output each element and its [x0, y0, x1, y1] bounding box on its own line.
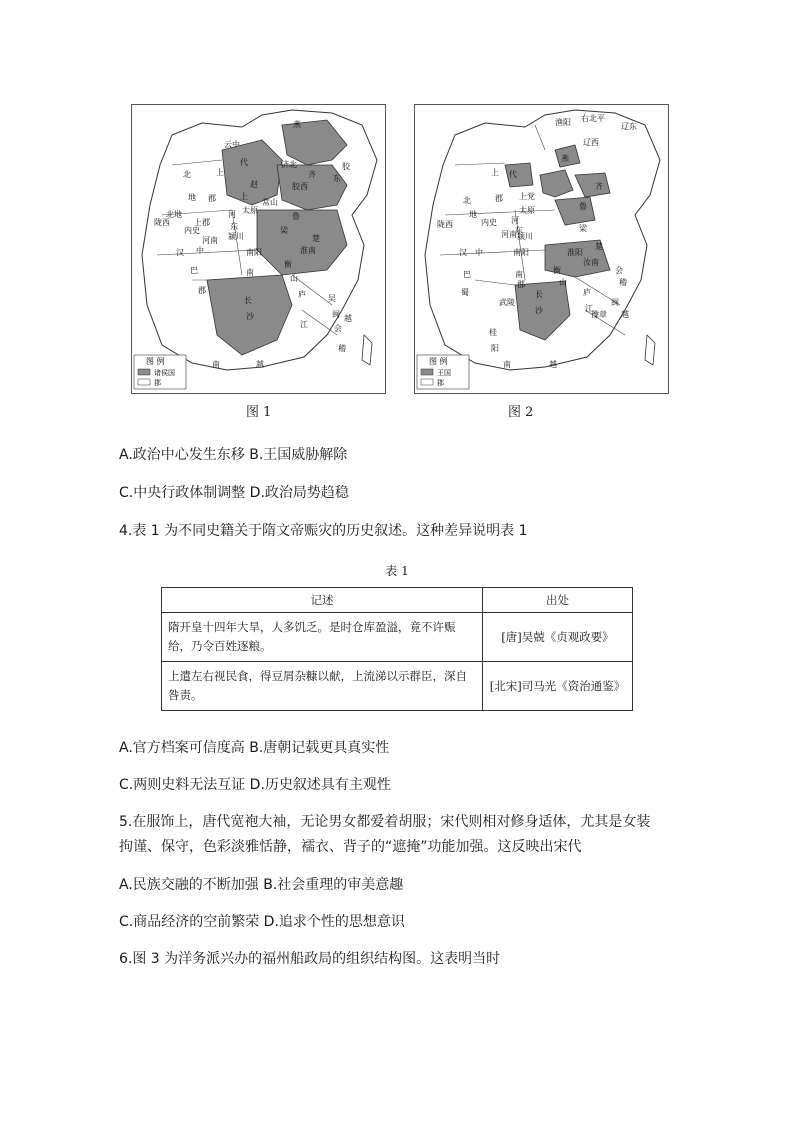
figure-2-caption: 图 2	[508, 405, 534, 420]
map-region-label: 山	[559, 278, 567, 287]
map-region-label: 太原	[519, 206, 535, 215]
map-region-label: 闽	[332, 310, 340, 319]
q3-options-line2: C.中央行政体制调整 D.政治局势趋稳	[119, 485, 349, 501]
map-region-label: 上党	[519, 192, 535, 201]
map-region-label: 上郡	[194, 218, 210, 227]
map-region-label: 上	[240, 192, 248, 201]
map-region-label: 胶	[342, 162, 350, 171]
map-region-label: 南	[246, 268, 254, 277]
map-region-label: 中	[196, 246, 204, 255]
map-region-label: 长	[244, 296, 252, 305]
map-region-label: 陇西	[437, 220, 453, 229]
map-region-label: 内史	[184, 226, 200, 235]
map-region-label: 中	[475, 248, 483, 257]
map-region-label: 右北平	[581, 114, 605, 123]
header-source: 出处	[483, 588, 633, 613]
map-region-label: 会	[334, 324, 342, 333]
map-region-label: 武陵	[499, 298, 515, 307]
q4-options-line1: A.官方档案可信度高 B.唐朝记载更具真实性	[119, 740, 390, 756]
map-region-label: 江	[300, 320, 308, 329]
map-region-label: 郡	[517, 280, 525, 289]
map-region-label: 衡	[553, 266, 561, 275]
map-2-drawing	[415, 105, 668, 393]
q4-stem: 4.表 1 为不同史籍关于隋文帝赈灾的历史叙述。这种差异说明表 1	[119, 523, 528, 539]
map-region-label: 南阳	[246, 248, 262, 257]
map-region-label: 内史	[481, 218, 497, 227]
map-region-label: 南	[503, 360, 511, 369]
map-region-label: 衡	[284, 260, 292, 269]
map-region-label: 淮阳	[567, 248, 583, 257]
map-region-label: 渔阳	[555, 118, 571, 127]
map-region-label: 越	[621, 310, 629, 319]
legend-item-kingdom: 王国	[437, 369, 451, 377]
table-row	[162, 613, 633, 662]
map-region-label: 闽	[611, 298, 619, 307]
map-region-label: 楚	[312, 234, 320, 243]
map-region-label: 梁	[579, 224, 587, 233]
map-region-label: 稽	[338, 344, 346, 353]
map-region-label: 齐	[595, 182, 603, 191]
map-region-label: 汝南	[583, 258, 599, 267]
map-region-label: 豫章	[591, 310, 607, 319]
map-region-label: 越	[549, 360, 557, 369]
map-region-label: 云中	[224, 140, 240, 149]
map-region-label: 梁	[280, 226, 288, 235]
map-region-label: 越	[256, 360, 264, 369]
map-region-label: 河	[228, 210, 236, 219]
map-region-label: 辽东	[621, 122, 637, 131]
map-region-label: 蜀	[461, 288, 469, 297]
map-region-label: 陇西	[154, 218, 170, 227]
q3-options-line1: A.政治中心发生东移 B.王国威胁解除	[119, 447, 348, 463]
map-region-label: 胶西	[292, 182, 308, 191]
map-region-label: 东	[333, 174, 341, 183]
q6-stem: 6.图 3 为洋务派兴办的福州船政局的组织结构图。这表明当时	[119, 951, 501, 967]
map-region-label: 太原	[242, 206, 258, 215]
q5-options-line2: C.商品经济的空前繁荣 D.追求个性的思想意识	[119, 914, 405, 930]
legend-title: 图 例	[429, 357, 448, 366]
map-region-label: 郡	[208, 194, 216, 203]
map-region-label: 代	[509, 170, 517, 179]
map-region-label: 河南	[202, 236, 218, 245]
legend-title: 图 例	[146, 357, 165, 366]
map-region-label: 汉	[459, 248, 467, 257]
map-region-label: 上	[491, 168, 499, 177]
map-region-label: 庐	[583, 288, 591, 297]
map-region-label: 东	[515, 226, 523, 235]
figure-1-caption: 图 1	[246, 405, 272, 420]
map-region-label: 颍川	[517, 232, 533, 241]
map-region-label: 河南	[501, 230, 517, 239]
legend-item-commandery: 郡	[437, 379, 444, 387]
map-region-label: 鲁	[292, 212, 300, 221]
map-region-label: 阳	[491, 344, 499, 353]
source-table	[161, 587, 633, 711]
map-region-label: 沙	[535, 306, 543, 315]
map-region-label: 北	[463, 196, 471, 205]
table-row	[162, 662, 633, 711]
map-region-label: 南	[212, 360, 220, 369]
map-region-label: 稽	[619, 278, 627, 287]
map-region-label: 江	[585, 304, 593, 313]
map-region-label: 鲁	[579, 202, 587, 211]
table-header-row	[162, 588, 633, 613]
map-region-label: 会	[615, 266, 623, 275]
map-region-label: 沙	[246, 312, 254, 321]
map-region-label: 吴	[328, 294, 336, 303]
header-record: 记述	[162, 588, 483, 613]
map-region-label: 济北	[281, 160, 297, 169]
table-1-title: 表 1	[385, 564, 409, 578]
map-region-label: 郡	[495, 194, 503, 203]
legend-item-kingdom: 诸侯国	[154, 369, 175, 377]
map-figure-1	[131, 104, 386, 394]
map-region-label: 东	[230, 222, 238, 231]
map-region-label: 河	[511, 216, 519, 225]
map-region-label: 南	[515, 270, 523, 279]
map-region-label: 庐	[298, 290, 306, 299]
map-region-label: 代	[240, 158, 248, 167]
map-region-label: 郡	[198, 286, 206, 295]
map-region-label: 桂	[489, 328, 497, 337]
map-region-label: 北地	[166, 210, 182, 219]
map-region-label: 齐	[308, 170, 316, 179]
map-region-label: 长	[535, 290, 543, 299]
legend-item-commandery: 郡	[154, 379, 161, 387]
record-cell: 上遣左右视民食，得豆屑杂糠以献，上流涕以示群臣，深自咎责。	[162, 662, 483, 711]
source-cell: [唐]吴兢《贞观政要》	[483, 613, 633, 662]
map-region-label: 赵	[250, 180, 258, 189]
q5-stem-line2: 拘谨、保守，色彩淡雅恬静，襦衣、背子的“遮掩”功能加强。这反映出宋代	[119, 839, 582, 855]
map-region-label: 燕	[293, 120, 301, 129]
map-region-label: 燕	[561, 154, 569, 163]
map-region-label: 地	[188, 193, 196, 202]
q5-stem-line1: 5.在服饰上，唐代宽袍大袖，无论男女都爱着胡服；宋代则相对修身适体，尤其是女装	[119, 814, 651, 830]
map-region-label: 山	[290, 274, 298, 283]
map-region-label: 楚	[595, 242, 603, 251]
map-region-label: 巴	[463, 270, 471, 279]
map-figure-2	[414, 104, 669, 394]
map-region-label: 颍川	[228, 232, 244, 241]
map-region-label: 南阳	[513, 248, 529, 257]
map-region-label: 越	[344, 314, 352, 323]
q4-options-line2: C.两则史料无法互证 D.历史叙述具有主观性	[119, 777, 391, 793]
map-region-label: 淮南	[300, 246, 316, 255]
map-region-label: 巴	[190, 266, 198, 275]
map-region-label: 上	[216, 168, 224, 177]
record-cell: 隋开皇十四年大旱，人多饥乏。是时仓库盈溢，竟不许赈给，乃令百姓逐粮。	[162, 613, 483, 662]
map-region-label: 汉	[176, 248, 184, 257]
map-region-label: 地	[469, 210, 477, 219]
q5-options-line1: A.民族交融的不断加强 B.社会重理的审美意趣	[119, 877, 404, 893]
map-region-label: 辽西	[583, 138, 599, 147]
map-1-drawing	[132, 105, 385, 393]
map-region-label: 北	[183, 170, 191, 179]
source-cell: [北宋]司马光《资治通鉴》	[483, 662, 633, 711]
map-region-label: 常山	[262, 198, 278, 207]
